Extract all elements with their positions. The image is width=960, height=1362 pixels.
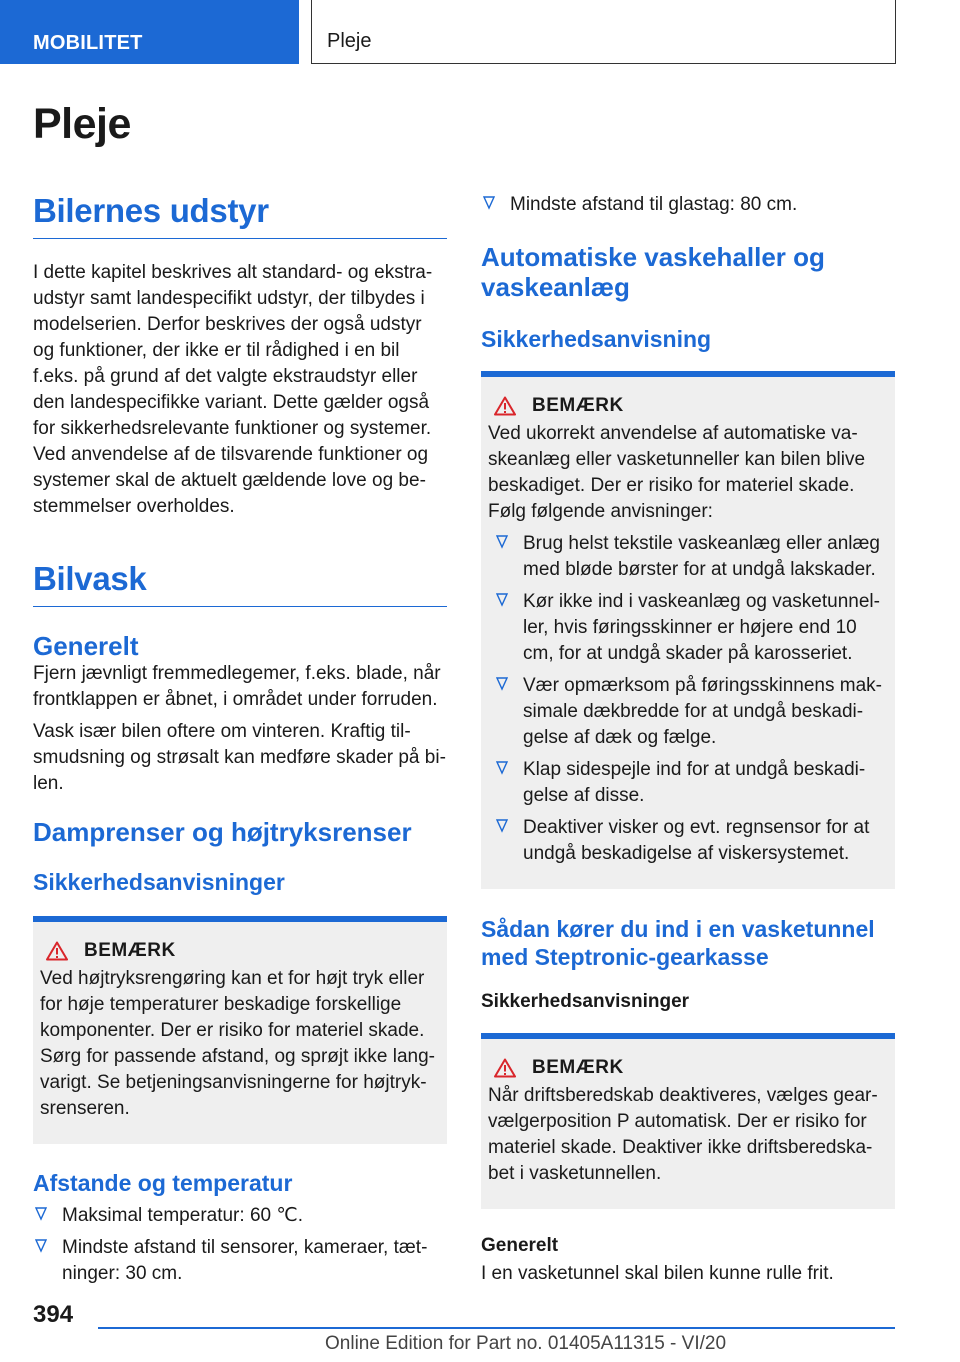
heading-sikkerhedsanvisning: Sikkerhedsanvisning xyxy=(481,326,712,352)
triangle-bullet-icon xyxy=(496,761,508,775)
list-item: Klap sidespejle ind for at undgå beskadigelse af disse. xyxy=(494,757,887,809)
notice-header xyxy=(488,395,887,417)
triangle-bullet-icon xyxy=(496,677,508,691)
list-item: Mindste afstand til sensorer, kameraer, tætninger: 30 cm. xyxy=(33,1235,447,1287)
list-item: Kør ikke ind i vaskeanlæg og vasketunneller, hvis føringsskinner er højere end 10 cm, for at undgå skader på karosseriet. xyxy=(494,589,887,667)
list-item: Maksimal temperatur: 60 ℃. xyxy=(33,1203,447,1229)
generelt-paragraph-1: Fjern jævnligt fremmedlegemer, f.eks. blade, når frontklappen er åbnet, i området under forruden. xyxy=(33,663,441,710)
notice-header xyxy=(40,940,439,962)
page-number: 394 xyxy=(33,1301,74,1328)
notice-box xyxy=(481,1033,895,1209)
triangle-bullet-icon xyxy=(35,1207,47,1221)
list-item: Deaktiver visker og evt. regnsensor for at undgå beskadigelse af viskersystemet. xyxy=(494,815,887,867)
right-column xyxy=(481,192,895,1287)
notice-title: BEMÆRK xyxy=(84,940,176,961)
notice-title: BEMÆRK xyxy=(532,395,624,416)
heading-afstande: Afstande og temperatur xyxy=(33,1170,293,1196)
notice-box xyxy=(33,916,447,1144)
warning-triangle-icon xyxy=(46,941,68,961)
triangle-bullet-icon xyxy=(496,819,508,833)
left-column xyxy=(33,192,447,1287)
chapter-tab[interactable]: Pleje xyxy=(311,0,896,64)
heading-vasketunnel: Sådan kører du ind i en vasketunnel med Steptronic-gearkasse xyxy=(481,916,875,970)
heading-generelt: Generelt xyxy=(33,631,139,661)
section-tab[interactable]: MOBILITET xyxy=(0,0,299,64)
notice-header xyxy=(488,1057,887,1079)
generelt-paragraph: I en vasketunnel skal bilen kunne rulle frit. xyxy=(481,1263,834,1284)
heading-bilvask: Bilvask xyxy=(33,560,447,607)
footer-rule xyxy=(98,1327,895,1329)
notice-title: BEMÆRK xyxy=(532,1057,624,1078)
glastag-list xyxy=(481,192,895,218)
triangle-bullet-icon xyxy=(496,593,508,607)
notice-box xyxy=(481,371,895,889)
heading-bilernes-udstyr: Bilernes udstyr xyxy=(33,192,447,239)
warning-triangle-icon xyxy=(494,1058,516,1078)
triangle-bullet-icon xyxy=(483,196,495,210)
triangle-bullet-icon xyxy=(496,535,508,549)
list-item: Brug helst tekstile vaskeanlæg eller anlæg med bløde børster for at undgå lakskader. xyxy=(494,531,887,583)
page-title: Pleje xyxy=(33,100,131,148)
list-item: Vær opmærksom på føringsskinnens maksimale dækbredde for at undgå beskadigelse af dæk og fælge. xyxy=(494,673,887,751)
notice-text: Ved højtryksrengøring kan et for højt tryk eller for høje temperaturer beskadige forskellige komponenter. Der er risiko for materiel skade. Sørg for passende afstand, og sprøjt ikke langvarigt. Se betjeningsanvisningerne for højtryksrenseren. xyxy=(40,968,435,1119)
afstand-list xyxy=(33,1203,447,1287)
heading-sikkerhedsanvisninger: Sikkerhedsanvisninger xyxy=(33,869,285,895)
heading-damprenser: Damprenser og højtryksrenser xyxy=(33,817,412,847)
notice-text: Ved ukorrekt anvendelse af automatiske vaskeanlæg eller vasketunneller kan bilen blive beskadiget. Der er risiko for materiel skade. Følg følgende anvisninger: xyxy=(488,423,866,522)
generelt-paragraph-2: Vask især bilen oftere om vinteren. Kraftig tilsmudsning og strøsalt kan medføre skader på bilen. xyxy=(33,721,446,794)
heading-generelt-2: Generelt xyxy=(481,1235,559,1256)
heading-sikkerhedsanvisninger-2: Sikkerhedsanvisninger xyxy=(481,991,690,1012)
list-item: Mindste afstand til glastag: 80 cm. xyxy=(481,192,895,218)
triangle-bullet-icon xyxy=(35,1239,47,1253)
notice-text: Når driftsberedskab deaktiveres, vælges gearvælgerposition P automatisk. Der er risiko for materiel skade. Deaktiver ikke driftsberedskabet i vasketunnellen. xyxy=(488,1085,878,1184)
heading-automatiske-vaskehaller: Automatiske vaskehaller og vaskeanlæg xyxy=(481,242,825,302)
intro-paragraph: I dette kapitel beskrives alt standard- og ekstraudstyr samt landespecifikt udstyr, der tilbydes i modelserien. Derfor beskrives der også udstyr og funktioner, der ikke er til rådighed i en bil f.eks. på grund af det valgte ekstraudstyr eller den landespecifikke variant. Dette gælder også for sikkerhedsrelevante funktioner og systemer. Ved anvendelse af de tilsvarende funktioner og systemer skal de aktuelt gældende love og bestemmelser overholdes. xyxy=(33,262,433,517)
edition-footer: Online Edition for Part no. 01405A11315 - VI/20 xyxy=(325,1333,727,1354)
notice-list xyxy=(494,531,887,867)
warning-triangle-icon xyxy=(494,396,516,416)
